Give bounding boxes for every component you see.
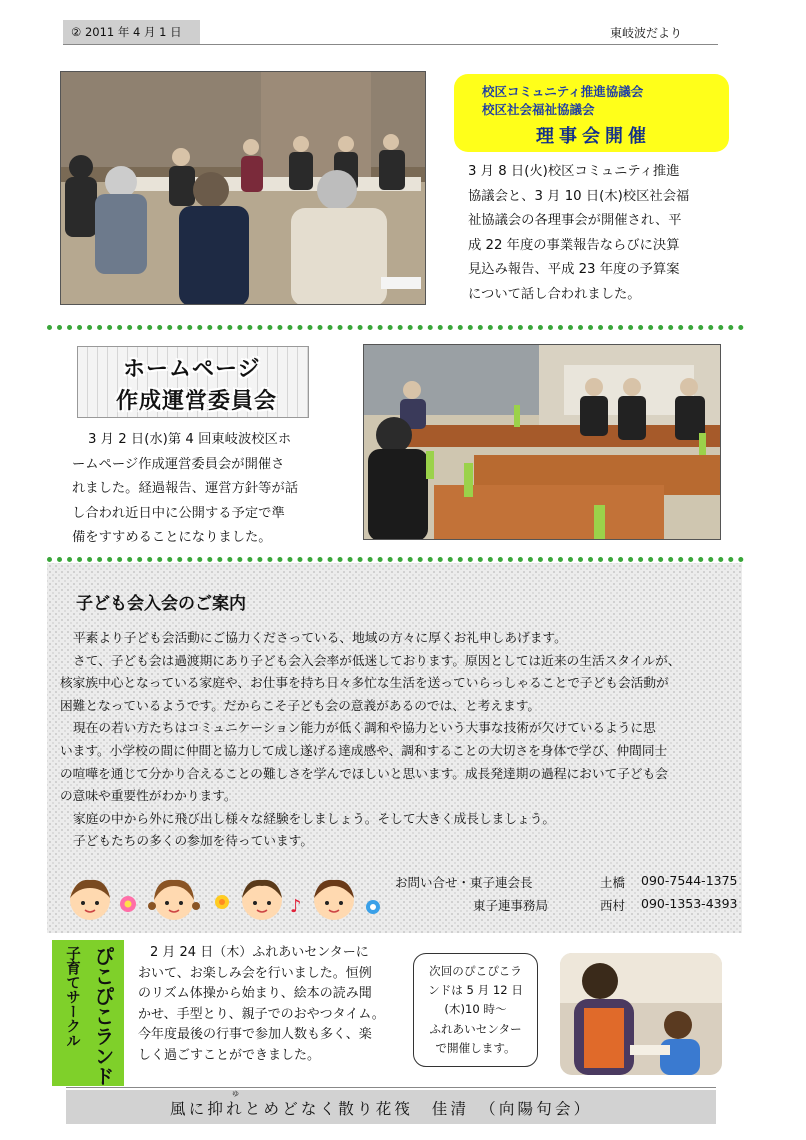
piko-label-big: ぴこぴこランド bbox=[91, 946, 115, 1086]
article1-body bbox=[468, 160, 738, 307]
kids-illustration bbox=[66, 876, 386, 926]
text-line: 備をすすめることになりました。 bbox=[72, 530, 272, 545]
text-line: 祉協議会の各理事会が開催され、平 bbox=[468, 213, 682, 228]
text-line: し合われ近日中に公開する予定で準 bbox=[72, 505, 285, 521]
text-line: について話し合われました。 bbox=[468, 286, 641, 302]
photo-parent-child bbox=[560, 953, 722, 1075]
contact-1-phone: 090-7544-1375 bbox=[641, 873, 738, 888]
text-line: 子どもたちの多くの参加を待っています。 bbox=[73, 833, 314, 849]
text-line: しく過ごすことができました。 bbox=[138, 1047, 321, 1063]
text-line: 次回のぴこぴこラ bbox=[429, 964, 522, 978]
dotted-divider bbox=[47, 325, 744, 330]
kodomo-body bbox=[60, 627, 740, 853]
music-note-icon: ♪ bbox=[290, 896, 302, 917]
contact-1-name: 土橋 bbox=[600, 875, 626, 890]
piko-label-small: 子育てサークル bbox=[64, 946, 80, 1048]
piko-body bbox=[138, 943, 400, 1067]
haiku-ruby: ゆ bbox=[232, 1090, 239, 1098]
text-line: ンドは 5 月 12 日 bbox=[428, 983, 523, 998]
text-line: ームページ作成運営委員会が開催さ bbox=[72, 456, 285, 472]
kodomo-title: 子ども会入会のご案内 bbox=[76, 594, 246, 614]
flower-icon bbox=[215, 895, 229, 909]
text-line: ふれあいセンター bbox=[429, 1021, 522, 1036]
flower-icon bbox=[120, 896, 136, 912]
banner-line-1: ホームページ bbox=[123, 357, 261, 382]
text-line: 現在の若い方たちはコミュニケーション能力が低く調和や協力という大事な技術が欠けているように思 bbox=[73, 720, 656, 736]
footer-rule bbox=[66, 1087, 716, 1088]
photo-council-meeting bbox=[60, 71, 426, 305]
text-line: おいて、お楽しみ会を行いました。恒例 bbox=[138, 965, 372, 981]
text-line: 核家族中心となっている家庭や、お仕事を持ち日々多忙な生活を送っていらっしゃることで子ども会活動が bbox=[60, 675, 669, 691]
text-line: の喧嘩を通じて分かり合えることの難しさを学んでほしいと思います。成長発達期の過程において子ども会 bbox=[60, 765, 668, 781]
contact-1-label: お問い合せ・東子連会長 bbox=[395, 875, 533, 890]
issue-date-box: ② 2011 年 4 月 1 日 bbox=[63, 20, 200, 45]
text-line: 今年度最後の行事で参加人数も多く、楽 bbox=[138, 1027, 372, 1043]
text-line: 平素より子ども会活動にご協力くださっている、地域の方々に厚くお礼申しあげます。 bbox=[73, 630, 567, 645]
text-line: 協議会と、3 月 10 日(木)校区社会福 bbox=[468, 188, 690, 204]
haiku-text: 風に抑れとめどなく散り花筏 佳清 （向陽句会） bbox=[170, 1100, 593, 1118]
text-line: 3 月 8 日(火)校区コミュニティ推進 bbox=[468, 164, 680, 179]
contact-2-name: 西村 bbox=[600, 898, 626, 913]
callout-line-2: 校区社会福祉協議会 bbox=[482, 102, 595, 117]
text-line: かせ、手型とり、親子でのおやつタイム。 bbox=[138, 1006, 385, 1022]
callout-line-1: 校区コミュニティ推進協議会 bbox=[482, 84, 644, 99]
banner-line-2: 作成運営委員会 bbox=[116, 389, 278, 414]
text-line: (木)10 時～ bbox=[444, 1002, 507, 1017]
text-line: 3 月 2 日(水)第 4 回東岐波校区ホ bbox=[88, 432, 292, 447]
text-line: れました。経過報告、運営方針等が話 bbox=[72, 481, 299, 496]
newsletter-name: 東岐波だより bbox=[610, 26, 683, 40]
text-line: 困難となっているようです。だからこそ子ども会の意義があるのでは、と考えます。 bbox=[60, 697, 541, 713]
next-event-text bbox=[418, 962, 533, 1058]
contact-2-label: 東子連事務局 bbox=[473, 898, 549, 913]
text-line: さて、子ども会は過渡期にあり子ども会入会率が低迷しております。原因としては近来の生活スタイルが、 bbox=[73, 652, 681, 668]
article2-body bbox=[72, 428, 363, 551]
text-line: 成 22 年度の事業報告ならびに決算 bbox=[468, 237, 680, 253]
dotted-divider bbox=[47, 557, 744, 562]
text-line: 家庭の中から外に飛び出し様々な経験をしましょう。そして大きく成長しましょう。 bbox=[73, 810, 556, 826]
text-line: で開催します。 bbox=[435, 1040, 516, 1055]
contact-2-phone: 090-1353-4393 bbox=[641, 896, 738, 911]
text-line: います。小学校の間に仲間と協力して成し遂げる達成感や、調和することの大切さを身体で学び、仲間同士 bbox=[60, 742, 668, 758]
flower-icon bbox=[366, 900, 380, 914]
text-line: の意味や重要性がわかります。 bbox=[60, 788, 237, 804]
photo-homepage-committee bbox=[363, 344, 721, 540]
text-line: 2 月 24 日（木）ふれあいセンターに bbox=[150, 945, 369, 960]
header-rule bbox=[63, 44, 718, 45]
text-line: のリズム体操から始まり、絵本の読み聞 bbox=[138, 986, 372, 1002]
text-line: 見込み報告、平成 23 年度の予算案 bbox=[468, 262, 680, 277]
callout-title: 理事会開催 bbox=[536, 126, 651, 147]
